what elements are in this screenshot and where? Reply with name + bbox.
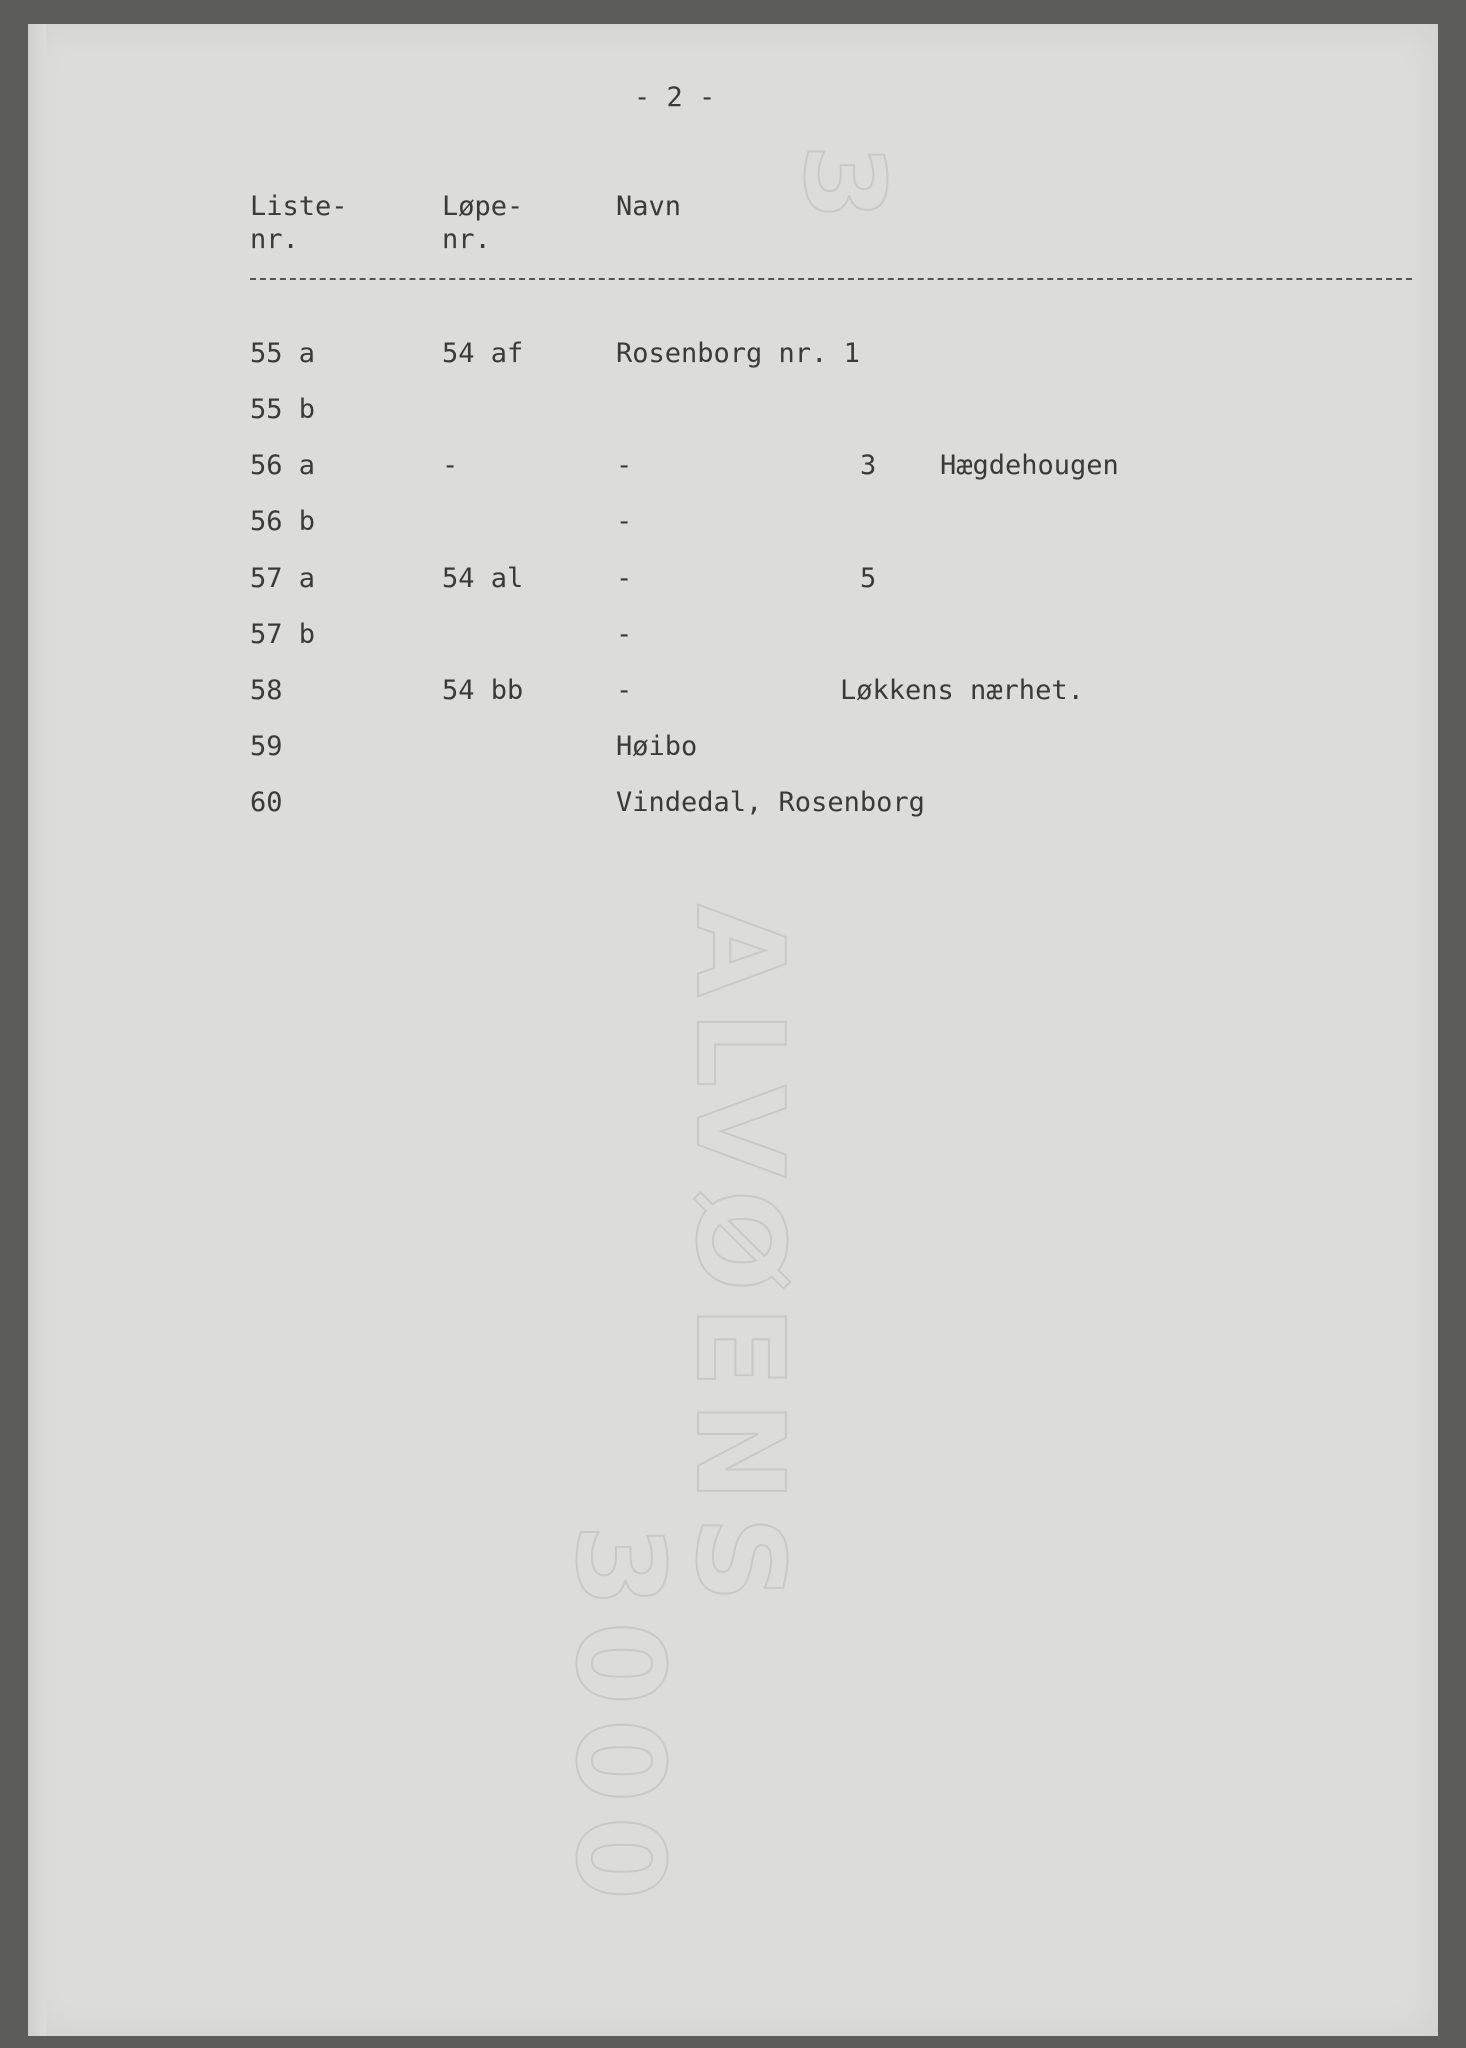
row-lope-nr: - <box>442 450 459 481</box>
row-lope-nr: 54 al <box>442 563 524 594</box>
header-rule <box>250 278 1412 280</box>
row-liste-nr: 60 <box>250 787 283 818</box>
page-edge <box>28 24 46 2036</box>
row-liste-nr: 59 <box>250 731 283 762</box>
page-number: - 2 - <box>634 82 716 113</box>
row-liste-nr: 56 a <box>250 450 316 481</box>
watermark-top: 3 <box>780 144 908 235</box>
row-nr: 3 <box>860 450 877 481</box>
row-liste-nr: 57 b <box>250 619 316 650</box>
header-navn: Navn <box>616 191 682 222</box>
row-navn: Høibo <box>616 731 698 762</box>
row-nr: 5 <box>860 563 877 594</box>
row-navn: - <box>616 506 633 537</box>
header-liste-nr: Liste- nr. <box>250 191 348 255</box>
row-navn: - <box>616 675 633 706</box>
row-liste-nr: 55 a <box>250 338 316 369</box>
row-navn: Vindedal, Rosenborg <box>616 787 925 818</box>
row-navn: - <box>616 619 633 650</box>
watermark-text: ALVØENS <box>669 904 808 1617</box>
document-page <box>28 24 1438 2036</box>
row-lope-nr: 54 bb <box>442 675 524 706</box>
row-liste-nr: 56 b <box>250 506 316 537</box>
row-navn: - <box>616 563 633 594</box>
row-navn: - <box>616 450 633 481</box>
row-navn: Rosenborg nr. 1 <box>616 338 860 369</box>
watermark-number: 3000 <box>549 1524 688 1914</box>
row-liste-nr: 55 b <box>250 394 316 425</box>
row-note: Løkkens nærhet. <box>840 675 1084 706</box>
row-lope-nr: 54 af <box>442 338 524 369</box>
header-lope-nr: Løpe- nr. <box>442 191 524 255</box>
row-liste-nr: 58 <box>250 675 283 706</box>
row-liste-nr: 57 a <box>250 563 316 594</box>
row-note: Hægdehougen <box>940 450 1119 481</box>
